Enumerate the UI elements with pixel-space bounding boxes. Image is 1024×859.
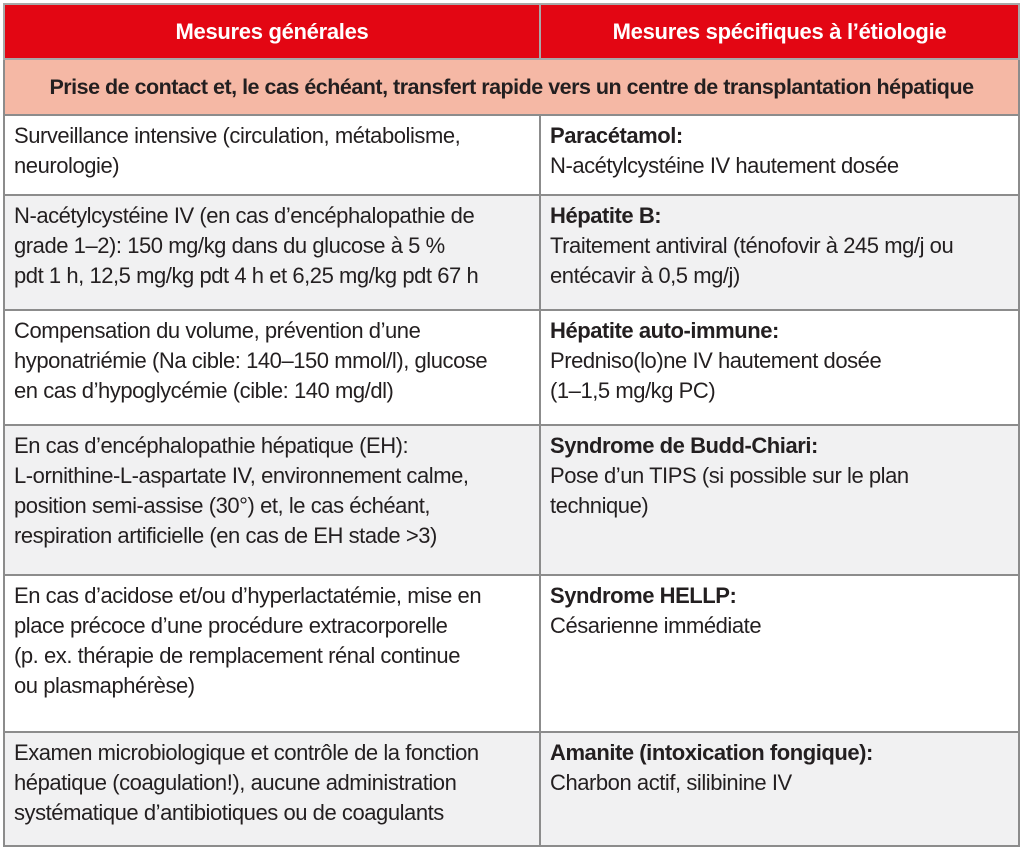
banner-row <box>4 59 1019 115</box>
general-line: pdt 1 h, 12,5 mg/kg pdt 4 h et 6,25 mg/kg pdt 67 h <box>14 263 479 288</box>
general-line: systématique d’antibiotiques ou de coagulants <box>14 800 444 825</box>
general-line: place précoce d’une procédure extracorporelle <box>14 613 448 638</box>
general-line: En cas d’encéphalopathie hépatique (EH): <box>14 433 409 458</box>
specific-line: Césarienne immédiate <box>550 613 762 638</box>
specific-measure-cell <box>540 195 1019 310</box>
specific-measure-cell <box>540 115 1019 195</box>
general-line: Surveillance intensive (circulation, métabolisme, <box>14 123 461 148</box>
specific-line: Charbon actif, silibinine IV <box>550 770 792 795</box>
general-line: position semi-assise (30°) et, le cas échéant, <box>14 493 431 518</box>
specific-measure-cell <box>540 310 1019 425</box>
table-row <box>4 310 1019 425</box>
specific-line: Traitement antiviral (ténofovir à 245 mg/j ou <box>550 233 954 258</box>
specific-line: Pose d’un TIPS (si possible sur le plan <box>550 463 909 488</box>
table-row <box>4 115 1019 195</box>
general-line: hépatique (coagulation!), aucune administration <box>14 770 457 795</box>
general-measure-cell <box>4 115 540 195</box>
specific-measure-cell <box>540 732 1019 846</box>
table-row <box>4 575 1019 732</box>
table-header-row <box>4 4 1019 59</box>
specific-line: entécavir à 0,5 mg/j) <box>550 263 740 288</box>
measures-table <box>3 3 1020 847</box>
specific-line: N-acétylcystéine IV hautement dosée <box>550 153 899 178</box>
specific-line: Predniso(lo)ne IV hautement dosée <box>550 348 882 373</box>
header-general: Mesures générales <box>4 4 540 59</box>
general-measure-cell <box>4 195 540 310</box>
general-line: neurologie) <box>14 153 120 178</box>
general-measure-cell <box>4 425 540 575</box>
header-specific: Mesures spécifiques à l’étiologie <box>540 4 1019 59</box>
general-line: (p. ex. thérapie de remplacement rénal continue <box>14 643 461 668</box>
general-line: N-acétylcystéine IV (en cas d’encéphalopathie de <box>14 203 475 228</box>
general-measure-cell <box>4 732 540 846</box>
specific-line: technique) <box>550 493 649 518</box>
table-row <box>4 732 1019 846</box>
table-row <box>4 425 1019 575</box>
general-line: Examen microbiologique et contrôle de la fonction <box>14 740 479 765</box>
table-row <box>4 195 1019 310</box>
general-line: L-ornithine-L-aspartate IV, environnement calme, <box>14 463 469 488</box>
general-line: ou plasmaphérèse) <box>14 673 195 698</box>
general-line: en cas d’hypoglycémie (cible: 140 mg/dl) <box>14 378 394 403</box>
specific-measure-cell <box>540 575 1019 732</box>
specific-line: (1–1,5 mg/kg PC) <box>550 378 716 403</box>
general-line: Compensation du volume, prévention d’une <box>14 318 421 343</box>
etiology-title: Syndrome de Budd-Chiari: <box>550 433 818 458</box>
etiology-title: Syndrome HELLP: <box>550 583 737 608</box>
general-line: En cas d’acidose et/ou d’hyperlactatémie, mise en <box>14 583 482 608</box>
general-line: grade 1–2): 150 mg/kg dans du glucose à 5 % <box>14 233 445 258</box>
general-line: respiration artificielle (en cas de EH stade >3) <box>14 523 437 548</box>
general-measure-cell <box>4 310 540 425</box>
etiology-title: Amanite (intoxication fongique): <box>550 740 873 765</box>
general-measure-cell <box>4 575 540 732</box>
etiology-title: Hépatite B: <box>550 203 662 228</box>
etiology-title: Hépatite auto-immune: <box>550 318 779 343</box>
specific-measure-cell <box>540 425 1019 575</box>
etiology-title: Paracétamol: <box>550 123 683 148</box>
general-line: hyponatriémie (Na cible: 140–150 mmol/l), glucose <box>14 348 488 373</box>
banner-text: Prise de contact et, le cas échéant, transfert rapide vers un centre de transplantation hépatique <box>4 59 1019 115</box>
